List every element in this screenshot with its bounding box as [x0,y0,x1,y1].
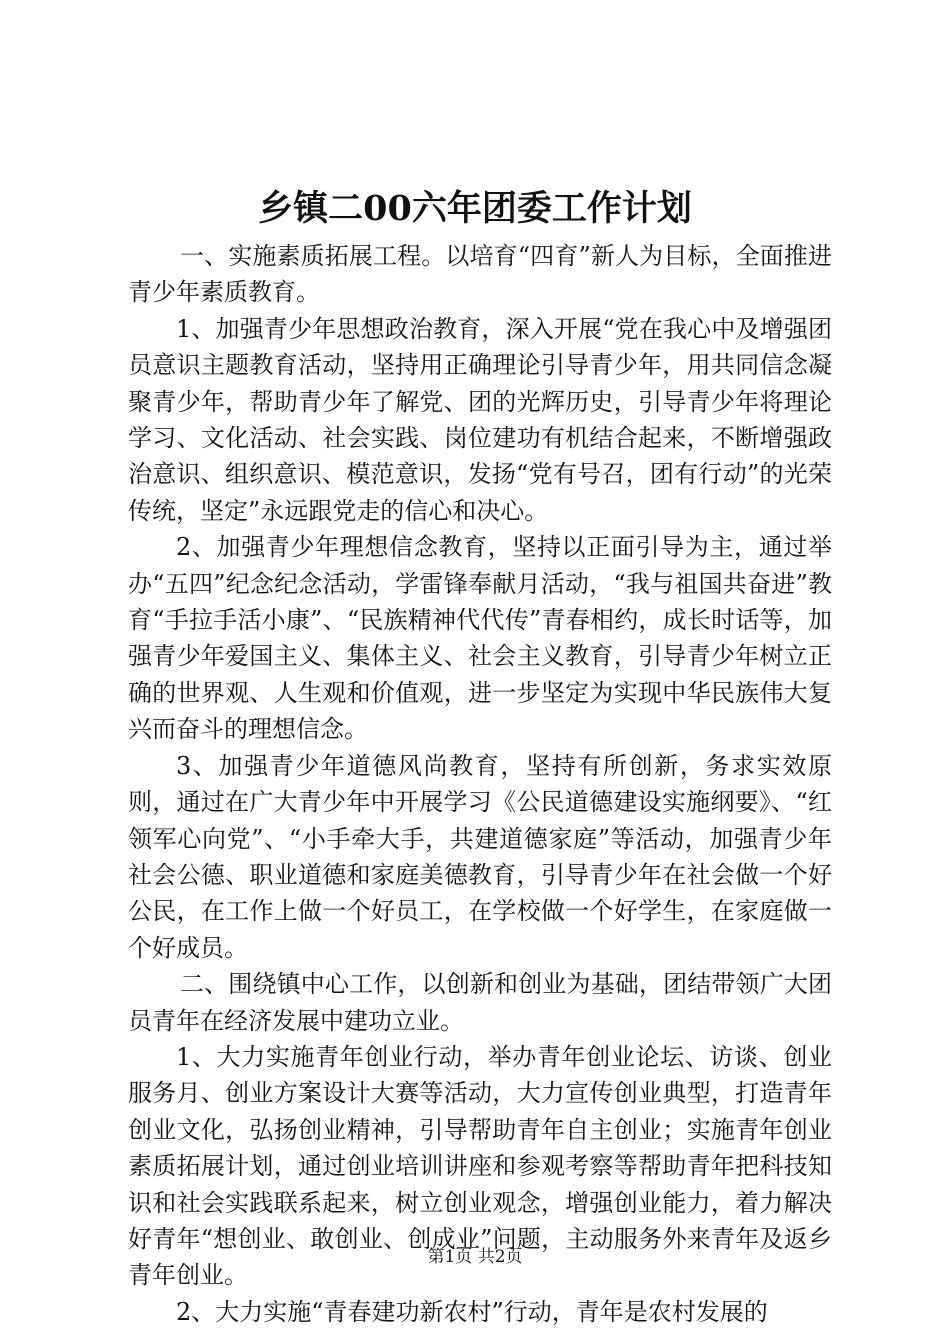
paragraph-item-2-2: 2、大力实施“青春建功新农村”行动，青年是农村发展的 [176,1297,768,1326]
paragraph-section-1: 一、实施素质拓展工程。以培育“四育”新人为目标，全面推进青少年素质教育。 [128,242,832,307]
paragraph-item-1-3: 3、加强青少年道德风尚教育，坚持有所创新，务求实效原则，通过在广大青少年中开展学习《公民道德建设实施纲要》、“红领军心向党”、“小手牵大手，共建道德家庭”等活动，加强青少年社会公德、职业道德和家庭美德教育，引导青少年在社会做一个好公民，在工作上做一个好员工，在学校做一个好学生，在家庭做一个好成员。 [128,751,832,962]
document-title: 乡镇二00六年团委工作计划 [258,188,692,229]
page-footer: 第1页 共2页 [427,1247,523,1267]
paragraph-item-1-2: 2、加强青少年理想信念教育，坚持以正面引导为主，通过举办“五四”纪念纪念活动，学雷锋奉献月活动，“我与祖国共奋进”教育“手拉手活小康”、“民族精神代代传”青春相约，成长时话等，加强青少年爱国主义、集体主义、社会主义教育，引导青少年树立正确的世界观、人生观和价值观，进一步坚定为实现中华民族伟大复兴而奋斗的理想信念。 [128,533,832,744]
paragraph-section-2: 二、围绕镇中心工作，以创新和创业为基础，团结带领广大团员青年在经济发展中建功立业。 [128,970,832,1035]
paragraph-item-1-1: 1、加强青少年思想政治教育，深入开展“党在我心中及增强团员意识主题教育活动，坚持用正确理论引导青少年，用共同信念凝聚青少年，帮助青少年了解党、团的光辉历史，引导青少年将理论学习、文化活动、社会实践、岗位建功有机结合起来，不断增强政治意识、组织意识、模范意识，发扬“党有号召，团有行动”的光荣传统，坚定”永远跟党走的信心和决心。 [128,314,832,525]
paragraph-item-2-1: 1、大力实施青年创业行动，举办青年创业论坛、访谈、创业服务月、创业方案设计大赛等活动，大力宣传创业典型，打造青年创业文化，弘扬创业精神，引导帮助青年自主创业；实施青年创业素质拓展计划，通过创业培训讲座和参观考察等帮助青年把科技知识和社会实践联系起来，树立创业观念，增强创业能力，着力解决好青年“想创业、敢创业、创成业”问题，主动服务外来青年及返乡青年创业。 [128,1042,832,1290]
document-body [128,238,832,1330]
